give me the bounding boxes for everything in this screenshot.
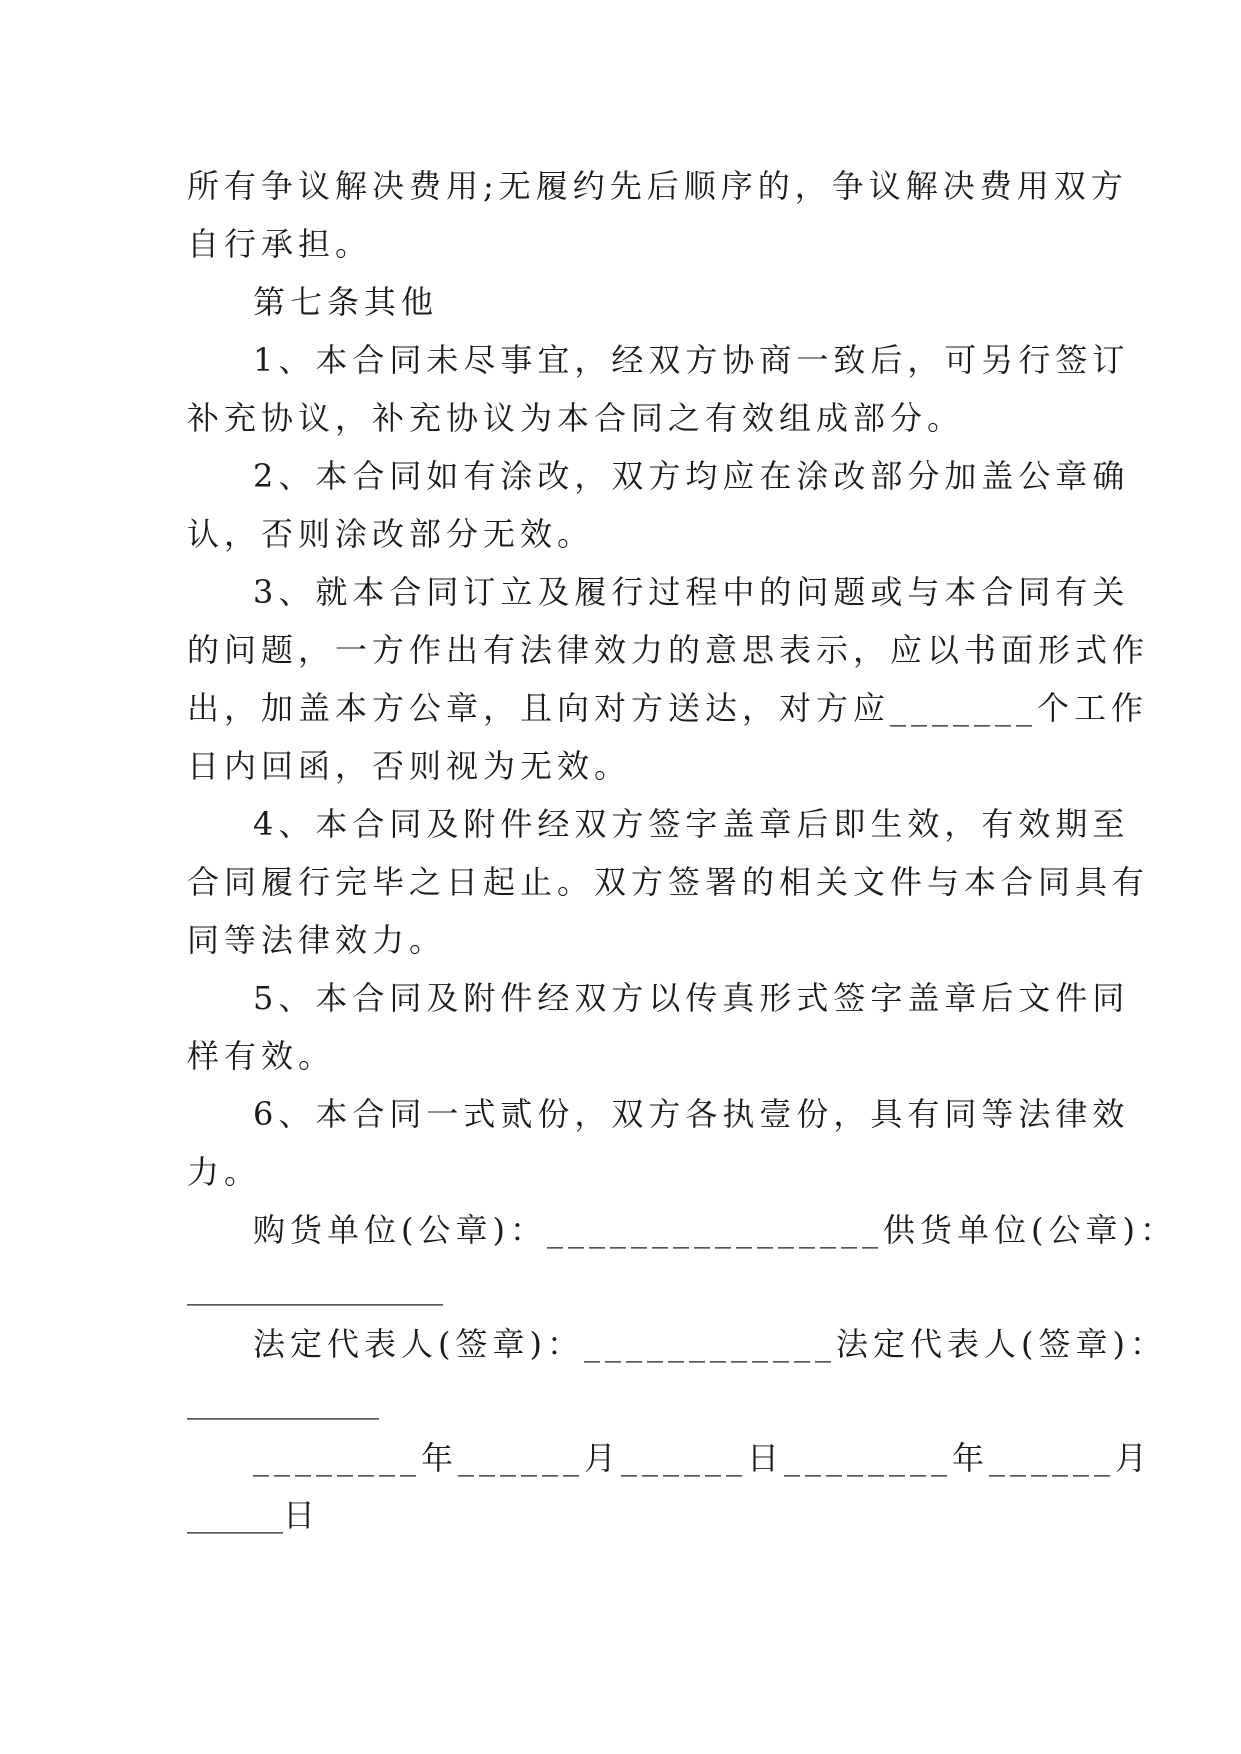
clause-1: 1、本合同未尽事宜，经双方协商一致后，可另行签订 — [253, 341, 1130, 379]
text-line: 出，加盖本方公章，且向对方送达，对方应_______个工作 — [187, 689, 1149, 727]
text-line: 自行承担。 — [187, 225, 373, 263]
text-line: 样有效。 — [187, 1037, 336, 1075]
clause-4: 4、本合同及附件经双方签字盖章后即生效，有效期至 — [253, 805, 1130, 843]
legal-rep-continuation: ____________ — [187, 1382, 379, 1420]
clause-3: 3、就本合同订立及履行过程中的问题或与本合同有关 — [253, 573, 1130, 611]
text-line: 合同履行完毕之日起止。双方签署的相关文件与本合同具有 — [187, 863, 1150, 901]
text-line: 认，否则涂改部分无效。 — [187, 515, 595, 553]
date-line: ________年______月______日________年______月 — [253, 1439, 1153, 1477]
clause-5: 5、本合同及附件经双方以传真形式签字盖章后文件同 — [253, 979, 1130, 1017]
clause-2: 2、本合同如有涂改，双方均应在涂改部分加盖公章确 — [253, 457, 1130, 495]
document-body — [187, 157, 1177, 1543]
text-line: 补充协议，补充协议为本合同之有效组成部分。 — [187, 399, 965, 437]
text-line: 所有争议解决费用;无履约先后顺序的，争议解决费用双方 — [187, 167, 1128, 205]
legal-rep-line: 法定代表人(签章)：____________法定代表人(签章)： — [253, 1325, 1167, 1363]
section-heading: 第七条其他 — [253, 283, 439, 321]
text-line: 力。 — [187, 1153, 262, 1191]
text-line: 同等法律效力。 — [187, 921, 447, 959]
text-line: 日内回函，否则视为无效。 — [187, 747, 632, 785]
clause-6: 6、本合同一式贰份，双方各执壹份，具有同等法律效 — [253, 1095, 1130, 1133]
date-line-continuation: ______日 — [187, 1496, 316, 1534]
seal-line: 购货单位(公章)：________________供货单位(公章)： — [253, 1211, 1177, 1249]
text-line: 的问题，一方作出有法律效力的意思表示，应以书面形式作 — [187, 631, 1150, 669]
seal-line-continuation: ________________ — [187, 1268, 443, 1306]
